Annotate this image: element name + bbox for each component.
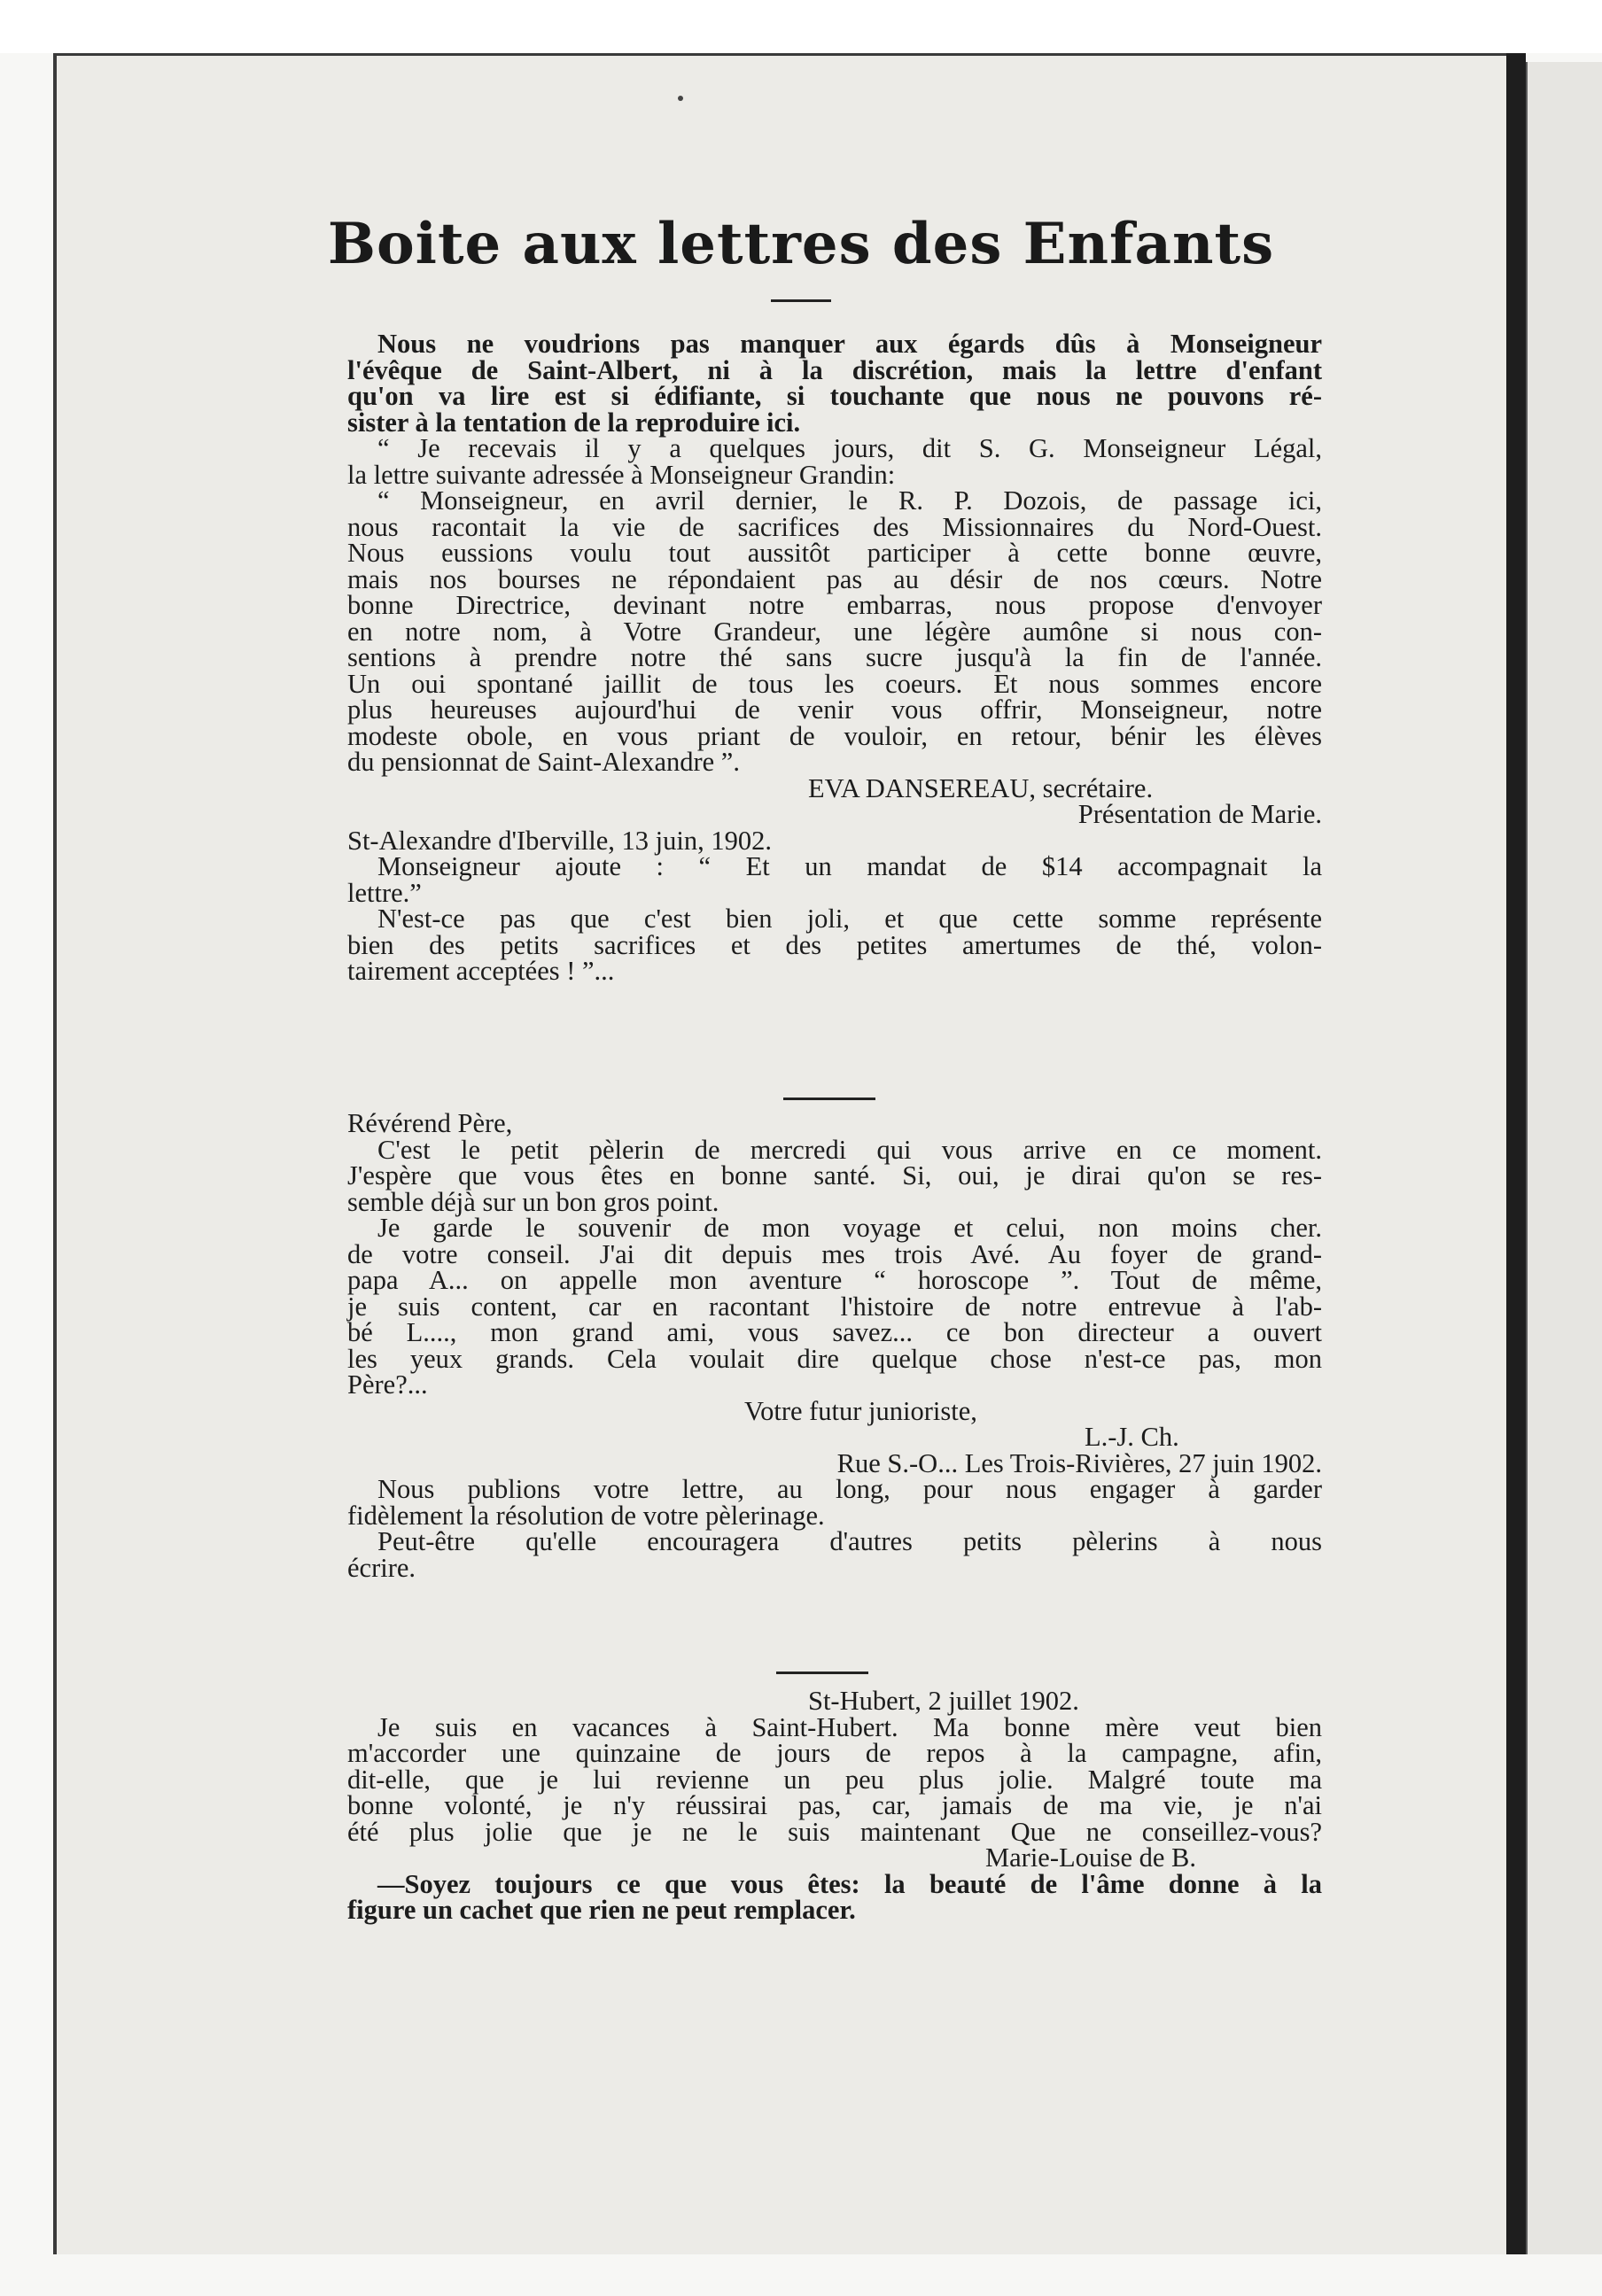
paragraph-line: été plus jolie que je ne le suis maintenant Que ne conseillez-vous?	[347, 1816, 1322, 1847]
paragraph-line: sentions à prendre notre thé sans sucre jusqu'à la fin de l'année.	[347, 642, 1322, 672]
paragraph-line: “ Je recevais il y a quelques jours, dit S. G. Monseigneur Légal,	[377, 433, 1322, 463]
page-title: Boite aux lettres des Enfants	[327, 211, 1275, 277]
paragraph-line: bien des petits sacrifices et des petites amertumes de thé, volon-	[347, 929, 1322, 960]
paragraph-line: C'est le petit pèlerin de mercredi qui vous arrive en ce moment.	[377, 1134, 1322, 1165]
paragraph-line: bé L...., mon grand ami, vous savez... ce bon directeur a ouvert	[347, 1317, 1322, 1347]
page-gutter	[1506, 53, 1526, 2254]
paragraph-line: Je garde le souvenir de mon voyage et celui, non moins cher.	[377, 1213, 1322, 1243]
paragraph-line: Un oui spontané jaillit de tous les coeurs. Et nous sommes encore	[347, 668, 1322, 699]
section-divider	[776, 1672, 868, 1674]
paragraph-line: m'accorder une quinzaine de jours de repos à la campagne, afin,	[347, 1738, 1322, 1768]
paragraph-line: qu'on va lire est si édifiante, si touchante que nous ne pouvons ré-	[347, 381, 1322, 411]
paragraph-line: la lettre suivante adressée à Monseigneur Grandin:	[347, 459, 896, 490]
paragraph-line: lettre.”	[347, 877, 422, 908]
paragraph-line: “ Monseigneur, en avril dernier, le R. P. Dozois, de passage ici,	[377, 485, 1322, 516]
title-rule	[771, 299, 831, 302]
paragraph-line: nous racontait la vie de sacrifices des Missionnaires du Nord-Ouest.	[347, 511, 1322, 542]
paragraph-line: J'espère que vous êtes en bonne santé. Si, oui, je dirai qu'on se res-	[347, 1160, 1322, 1191]
paragraph-line: mais nos bourses ne répondaient pas au désir de nos cœurs. Notre	[347, 563, 1322, 594]
signature: L.-J. Ch.	[1085, 1422, 1179, 1452]
paragraph-line: bonne Directrice, devinant notre embarras, nous propose d'envoyer	[347, 590, 1322, 620]
paragraph-line: semble déjà sur un bon gros point.	[347, 1186, 719, 1217]
paragraph-line: l'évêque de Saint-Albert, ni à la discrétion, mais la lettre d'enfant	[347, 354, 1322, 385]
adjacent-page-edge	[1526, 62, 1602, 2254]
paragraph-line: bonne volonté, je n'y réussirai pas, car, jamais de ma vie, je n'ai	[347, 1790, 1322, 1820]
section-3	[347, 1688, 1322, 1924]
paragraph-line: tairement acceptées ! ”...	[347, 956, 615, 986]
paragraph-line: fidèlement la résolution de votre pèlerinage.	[347, 1500, 825, 1531]
paragraph-line: papa A... on appelle mon aventure “ horoscope ”. Tout de même,	[347, 1265, 1322, 1295]
paragraph-line: Père?...	[347, 1369, 428, 1400]
paragraph-line: Nous publions votre lettre, au long, pour nous engager à garder	[377, 1474, 1322, 1504]
paragraph-line: je suis content, car en racontant l'histoire de notre entrevue à l'ab-	[347, 1291, 1322, 1322]
paragraph-line: Nous eussions voulu tout aussitôt participer à cette bonne œuvre,	[347, 538, 1322, 568]
paragraph-line: N'est-ce pas que c'est bien joli, et que cette somme représente	[377, 904, 1322, 934]
paragraph-line: sister à la tentation de la reproduire ici.	[347, 407, 801, 438]
paragraph-line: Monseigneur ajoute : “ Et un mandat de $14 accompagnait la	[377, 851, 1322, 881]
paragraph-line: en notre nom, à Votre Grandeur, une légère aumône si nous con-	[347, 616, 1322, 647]
place-date: St-Hubert, 2 juillet 1902.	[808, 1686, 1079, 1716]
signature: Marie-Louise de B.	[985, 1842, 1196, 1873]
paragraph-line: de votre conseil. J'ai dit depuis mes trois Avé. Au foyer de grand-	[347, 1238, 1322, 1269]
section-divider	[783, 1098, 875, 1100]
signature: EVA DANSEREAU, secrétaire.	[808, 772, 1154, 803]
speck	[678, 96, 683, 101]
section-2	[347, 1108, 1322, 1583]
closing: Votre futur junioriste,	[744, 1395, 977, 1426]
signature-organization: Présentation de Marie.	[1077, 799, 1322, 829]
address-date: Rue S.-O... Les Trois-Rivières, 27 juin 1902.	[836, 1447, 1322, 1478]
scan-top-margin	[0, 0, 1602, 53]
paragraph-line: Je suis en vacances à Saint-Hubert. Ma bonne mère veut bien	[377, 1711, 1322, 1742]
paragraph-line: modeste obole, en vous priant de vouloir, en retour, bénir les élèves	[347, 720, 1322, 751]
paragraph-line: Peut-être qu'elle encouragera d'autres petits pèlerins à nous	[377, 1526, 1322, 1556]
paragraph-line: plus heureuses aujourd'hui de venir vous offrir, Monseigneur, notre	[347, 694, 1322, 725]
paragraph-line: les yeux grands. Cela voulait dire quelque chose n'est-ce pas, mon	[347, 1343, 1322, 1374]
paragraph-line: —Soyez toujours ce que vous êtes: la beauté de l'âme donne à la	[377, 1868, 1322, 1899]
place-date: St-Alexandre d'Iberville, 13 juin, 1902.	[347, 825, 772, 856]
section-1	[347, 331, 1322, 985]
paragraph-line: du pensionnat de Saint-Alexandre ”.	[347, 747, 740, 777]
paragraph-line: Nous ne voudrions pas manquer aux égards dûs à Monseigneur	[377, 329, 1322, 359]
salutation: Révérend Père,	[347, 1108, 513, 1138]
paragraph-line: écrire.	[347, 1552, 416, 1583]
paragraph-line: figure un cachet que rien ne peut remplacer.	[347, 1895, 856, 1925]
paragraph-line: dit-elle, que je lui revienne un peu plus jolie. Malgré toute ma	[347, 1764, 1322, 1795]
